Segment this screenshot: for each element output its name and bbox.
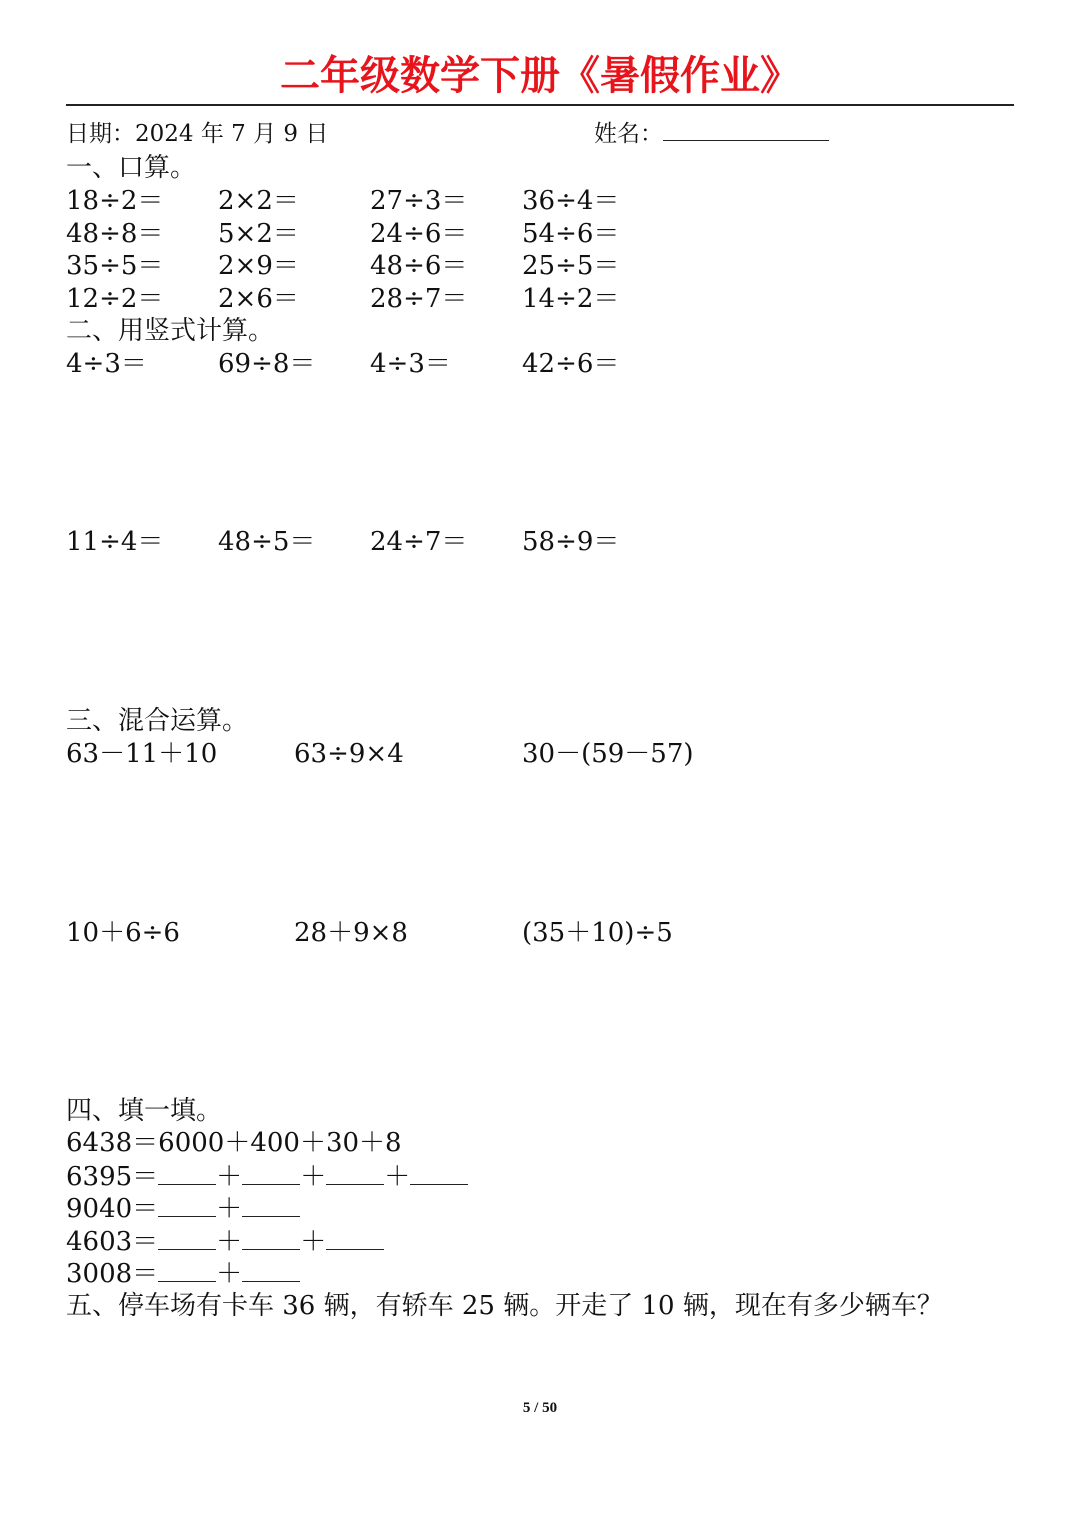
problem: 35÷5＝ <box>66 251 164 281</box>
problem: 24÷6＝ <box>370 219 468 249</box>
answer-blank[interactable] <box>410 1160 468 1185</box>
plus-sign: ＋ <box>216 1194 243 1224</box>
fill-number: 9040＝ <box>66 1194 159 1224</box>
problem: 54÷6＝ <box>522 219 620 249</box>
fill-example: 6438＝6000＋400＋30＋8 <box>66 1128 402 1158</box>
answer-blank[interactable] <box>242 1257 300 1282</box>
problem: 63÷9×4 <box>294 739 404 769</box>
problem: 48÷6＝ <box>370 251 468 281</box>
plus-sign: ＋ <box>216 1227 243 1257</box>
fill-item <box>66 1192 300 1225</box>
plus-sign: ＋ <box>216 1259 243 1289</box>
answer-blank[interactable] <box>326 1160 384 1185</box>
section5-word-problem: 五、停车场有卡车 36 辆，有轿车 25 辆。开走了 10 辆，现在有多少辆车？ <box>66 1291 943 1321</box>
problem: 25÷5＝ <box>522 251 620 281</box>
problem: 36÷4＝ <box>522 186 620 216</box>
problem: 28÷7＝ <box>370 284 468 314</box>
problem: 10＋6÷6 <box>66 918 180 948</box>
problem: 42÷6＝ <box>522 349 620 379</box>
problem: 48÷5＝ <box>218 527 316 557</box>
page-number: 5 / 50 <box>522 1400 558 1416</box>
section1-heading: 一、口算。 <box>66 153 197 183</box>
answer-blank[interactable] <box>158 1257 216 1282</box>
answer-blank[interactable] <box>242 1160 300 1185</box>
plus-sign: ＋ <box>300 1227 327 1257</box>
fill-number: 4603＝ <box>66 1227 159 1257</box>
fill-item <box>66 1160 468 1193</box>
problem: 58÷9＝ <box>522 527 620 557</box>
problem: 63－11＋10 <box>66 739 218 769</box>
answer-blank[interactable] <box>158 1192 216 1217</box>
problem: 14÷2＝ <box>522 284 620 314</box>
problem: 4÷3＝ <box>370 349 451 379</box>
date-label: 日期：2024 年 7 月 9 日 <box>66 121 329 147</box>
answer-blank[interactable] <box>242 1192 300 1217</box>
answer-blank[interactable] <box>158 1225 216 1250</box>
plus-sign: ＋ <box>300 1162 327 1192</box>
problem: 24÷7＝ <box>370 527 468 557</box>
section4-heading: 四、填一填。 <box>66 1096 223 1126</box>
problem: 11÷4＝ <box>66 527 164 557</box>
answer-blank[interactable] <box>242 1225 300 1250</box>
fill-number: 6395＝ <box>66 1162 159 1192</box>
problem: 12÷2＝ <box>66 284 164 314</box>
name-blank <box>663 118 829 141</box>
fill-item <box>66 1257 300 1290</box>
name-field <box>594 118 829 150</box>
name-label: 姓名： <box>594 121 663 147</box>
problem: 27÷3＝ <box>370 186 468 216</box>
plus-sign: ＋ <box>216 1162 243 1192</box>
answer-blank[interactable] <box>158 1160 216 1185</box>
problem: 2×2＝ <box>218 186 299 216</box>
fill-item <box>66 1225 384 1258</box>
page-title: 二年级数学下册《暑假作业》 <box>280 53 800 99</box>
problem: 28＋9×8 <box>294 918 408 948</box>
section3-heading: 三、混合运算。 <box>66 706 249 736</box>
problem: 4÷3＝ <box>66 349 147 379</box>
fill-number: 3008＝ <box>66 1259 159 1289</box>
answer-blank[interactable] <box>326 1225 384 1250</box>
problem: 69÷8＝ <box>218 349 316 379</box>
title-divider <box>66 104 1014 106</box>
plus-sign: ＋ <box>384 1162 411 1192</box>
problem: 18÷2＝ <box>66 186 164 216</box>
problem: 5×2＝ <box>218 219 299 249</box>
problem: 48÷8＝ <box>66 219 164 249</box>
problem: 30－(59－57) <box>522 739 694 769</box>
section2-heading: 二、用竖式计算。 <box>66 316 275 346</box>
problem: 2×9＝ <box>218 251 299 281</box>
problem: 2×6＝ <box>218 284 299 314</box>
problem: (35＋10)÷5 <box>522 918 673 948</box>
